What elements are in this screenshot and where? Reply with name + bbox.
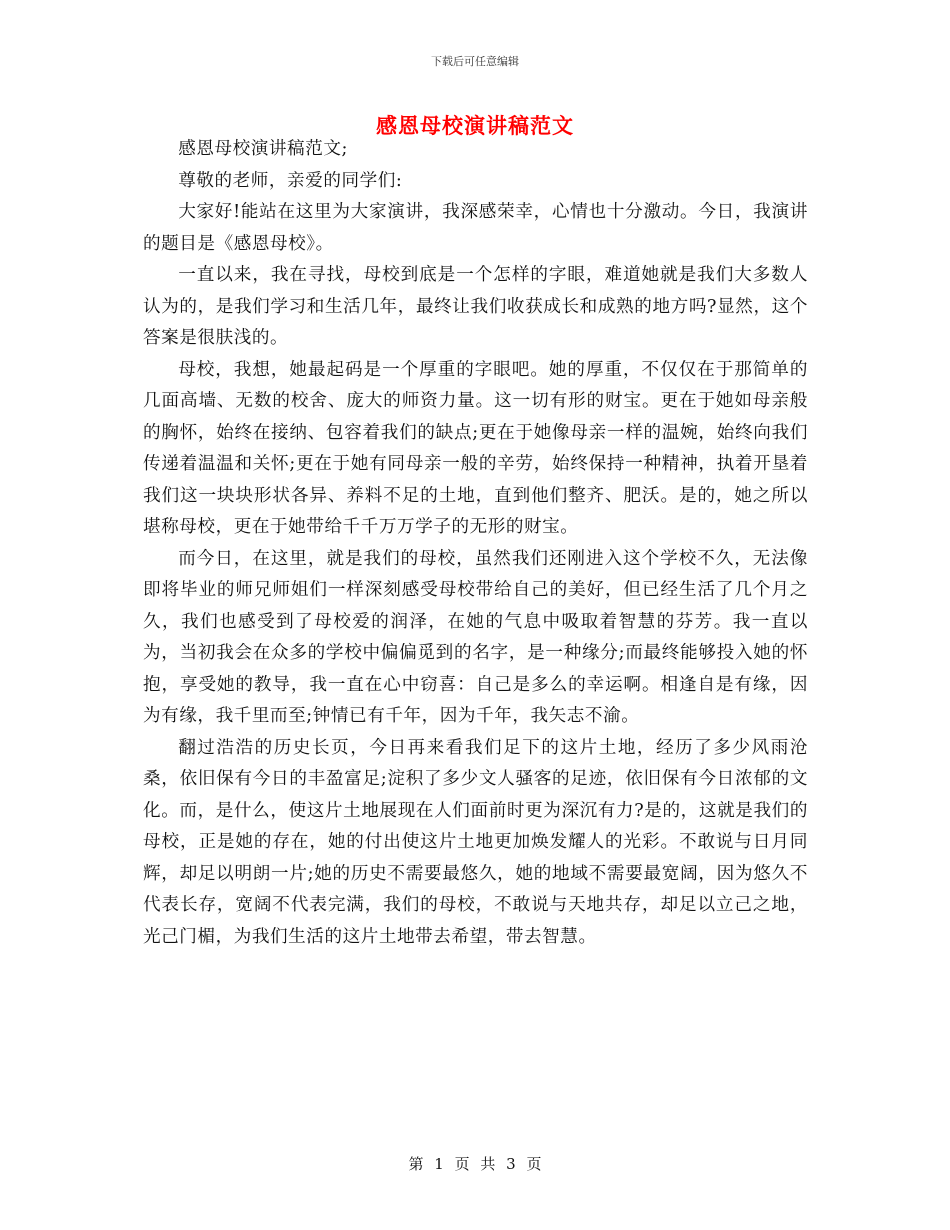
paragraph: 一直以来，我在寻找，母校到底是一个怎样的字眼，难道她就是我们大多数人认为的，是我们学习和生活几年，最终让我们收获成长和成熟的地方吗?显然，这个答案是很肤浅的。	[143, 265, 808, 348]
document-body	[143, 134, 808, 953]
paragraph: 而今日，在这里，就是我们的母校，虽然我们还刚进入这个学校不久，无法像即将毕业的师兄师姐们一样深刻感受母校带给自己的美好，但已经生活了几个月之久，我们也感受到了母校爱的润泽，在她的气息中吸取着智慧的芬芳。我一直以为，当初我会在众多的学校中偏偏觅到的名字，是一种缘分;而最终能够投入她的怀抱，享受她的教导，我一直在心中窃喜：自己是多么的幸运啊。相逢自是有缘，因为有缘，我千里而至;钟情已有千年，因为千年，我矢志不渝。	[143, 548, 808, 726]
paragraph: 尊敬的老师，亲爱的同学们:	[178, 170, 403, 191]
header-note: 下载后可任意编辑	[431, 55, 519, 68]
page-footer: 第 1 页 共 3 页	[408, 1155, 542, 1173]
paragraph: 感恩母校演讲稿范文;	[178, 139, 348, 159]
paragraph: 大家好!能站在这里为大家演讲，我深感荣幸，心情也十分激动。今日，我演讲的题目是《感恩母校》。	[143, 202, 808, 254]
document-title: 感恩母校演讲稿范文	[376, 113, 574, 138]
paragraph: 母校，我想，她最起码是一个厚重的字眼吧。她的厚重，不仅仅在于那简单的几面高墙、无数的校舍、庞大的师资力量。这一切有形的财宝。更在于她如母亲般的胸怀，始终在接纳、包容着我们的缺点;更在于她像母亲一样的温婉，始终向我们传递着温温和关怀;更在于她有同母亲一般的辛劳，始终保持一种精神，执着开垦着我们这一块块形状各异、养料不足的土地，直到他们整齐、肥沃。是的，她之所以堪称母校，更在于她带给千千万万学子的无形的财宝。	[143, 359, 808, 537]
paragraph: 翻过浩浩的历史长页，今日再来看我们足下的这片土地，经历了多少风雨沧桑，依旧保有今日的丰盈富足;淀积了多少文人骚客的足迹，依旧保有今日浓郁的文化。而，是什么，使这片土地展现在人们面前时更为深沉有力?是的，这就是我们的母校，正是她的存在，她的付出使这片土地更加焕发耀人的光彩。不敢说与日月同辉，却足以明朗一片;她的历史不需要最悠久，她的地域不需要最宽阔，因为悠久不代表长存，宽阔不代表完满，我们的母校，不敢说与天地共存，却足以立己之地，光己门楣，为我们生活的这片土地带去希望，带去智慧。	[143, 737, 808, 947]
